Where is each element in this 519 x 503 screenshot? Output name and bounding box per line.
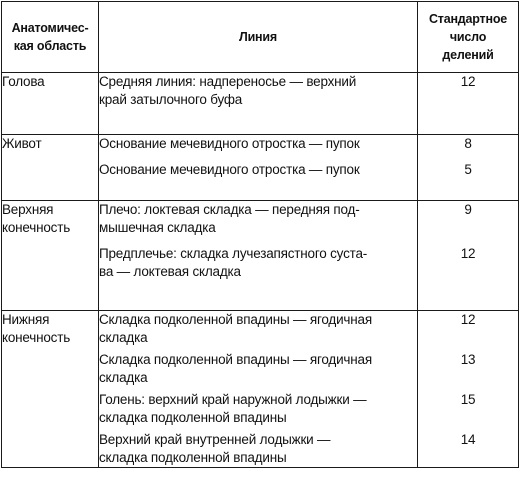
line-text-part1: Голень: верхний край наружной лодыжки —: [99, 392, 367, 407]
row-counts: [418, 311, 519, 468]
line-text-part2: ва — локтевая складка: [99, 264, 241, 279]
table-row-abdomen: [2, 135, 519, 201]
row-lines: [99, 201, 418, 311]
table-row-upper-limb: [2, 201, 519, 311]
row-counts: [418, 135, 519, 201]
norms-table: [1, 1, 519, 468]
line-entry: [99, 431, 417, 467]
row-counts: [418, 73, 519, 135]
area-word2: конечность: [2, 330, 71, 345]
line-text-part1: Складка подколенной впадины — ягодичная: [99, 312, 372, 327]
row-lines: [99, 135, 418, 201]
row-area: Голова: [2, 73, 99, 135]
line-text-part1: Средняя линия: надпереносье — верхний: [99, 74, 357, 89]
row-area: [2, 201, 99, 311]
table-row-lower-limb: [2, 311, 519, 468]
header-area: [2, 2, 99, 73]
area-word1: Нижняя: [2, 312, 50, 327]
count-value: 9: [464, 202, 472, 217]
area-word1: Верхняя: [2, 202, 54, 217]
line-text-part2: складка: [99, 330, 148, 345]
line-entry: [99, 311, 417, 347]
count-value: 8: [464, 136, 472, 151]
table-row-head: [2, 73, 519, 135]
count-value: 13: [460, 352, 476, 367]
table-header-row: [2, 2, 519, 73]
row-counts: [418, 201, 519, 311]
row-area: [2, 311, 99, 468]
count-value: 14: [460, 432, 476, 447]
line-text-part1: Плечо: локтевая складка — передняя под-: [99, 202, 360, 217]
header-count-line2: число: [449, 30, 487, 44]
line-text-part2: край затылочного буфа: [99, 92, 243, 107]
line-entry: [99, 391, 417, 427]
header-area-line2: кая область: [13, 39, 87, 53]
header-count: [418, 2, 519, 73]
line-entry: Основание мечевидного отростка — пупок: [99, 162, 360, 177]
line-entry: [99, 351, 417, 387]
line-text-part1: Верхний край внутренней лодыжки —: [99, 432, 331, 447]
line-text-part2: складка подколенной впадины: [99, 410, 287, 425]
line-entry: Основание мечевидного отростка — пупок: [99, 136, 360, 151]
row-lines: [99, 73, 418, 135]
line-entry: [99, 245, 417, 281]
count-value: 15: [460, 392, 476, 407]
line-entry: [99, 73, 417, 109]
count-value: 12: [460, 74, 476, 89]
count-value: 5: [464, 162, 472, 177]
header-count-line3: делений: [442, 48, 494, 62]
line-text-part2: мышечная складка: [99, 220, 216, 235]
line-text-part1: Складка подколенной впадины — ягодичная: [99, 352, 372, 367]
header-count-line1: Стандартное: [428, 12, 508, 26]
row-area: Живот: [2, 135, 99, 201]
line-text-part2: складка подколенной впадины: [99, 450, 287, 465]
line-entry: [99, 201, 417, 237]
count-value: 12: [460, 246, 476, 261]
area-word2: конечность: [2, 220, 71, 235]
header-area-line1: Анатомичес-: [11, 21, 89, 35]
count-value: 12: [460, 312, 476, 327]
header-line: Линия: [99, 2, 418, 73]
row-lines: [99, 311, 418, 468]
line-text-part2: складка: [99, 370, 148, 385]
line-text-part1: Предплечье: складка лучезапястного суста-: [99, 246, 368, 261]
